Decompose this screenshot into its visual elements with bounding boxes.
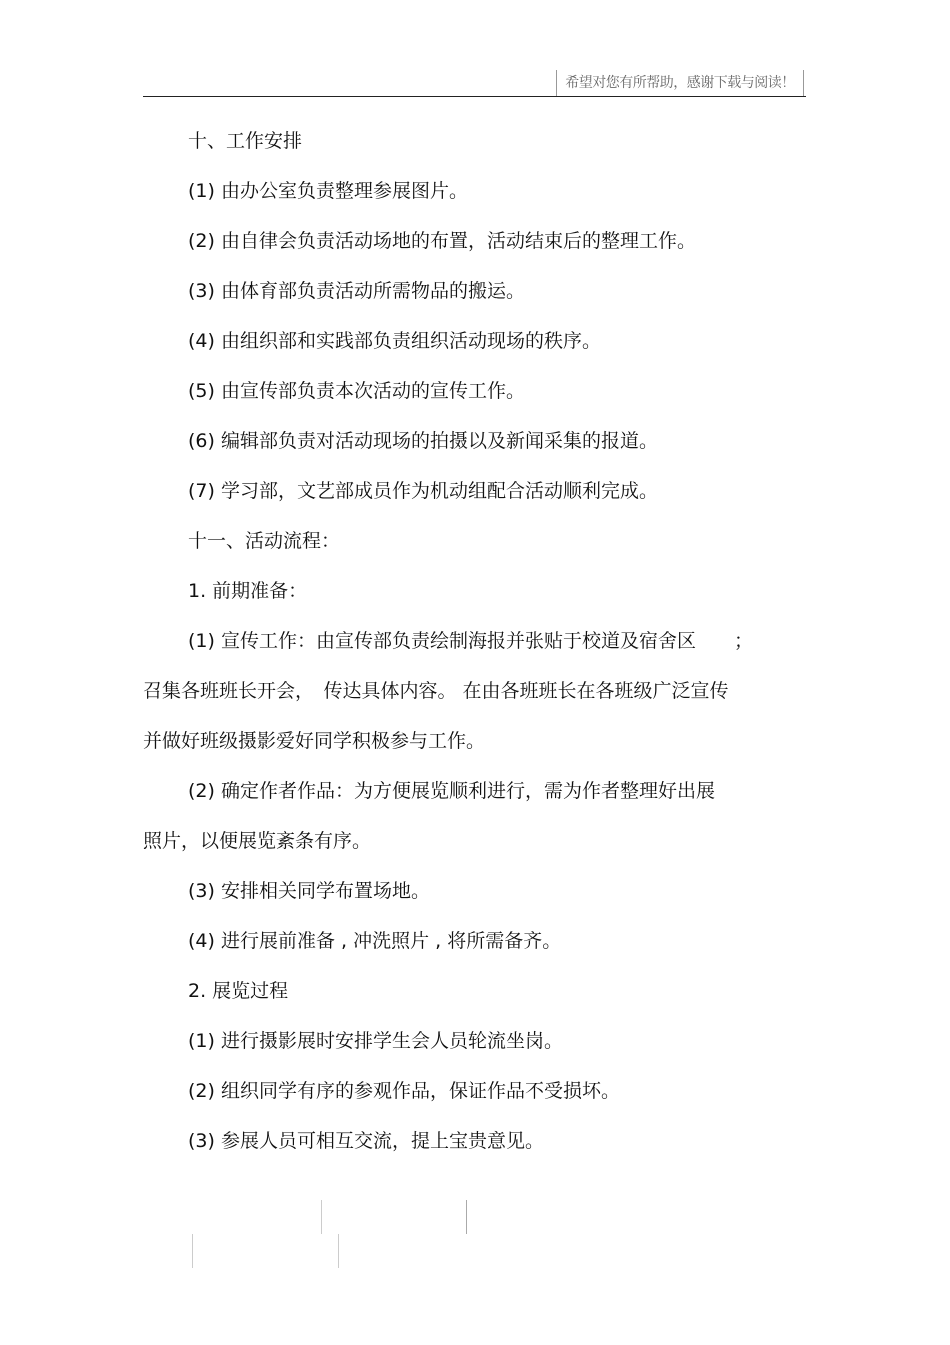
paragraph: (4) 进行展前准备 , 冲洗照片 , 将所需备齐。 bbox=[188, 930, 562, 952]
paragraph: (3) 安排相关同学布置场地。 bbox=[188, 880, 430, 902]
paragraph: (4) 由组织部和实践部负责组织活动现场的秩序。 bbox=[188, 330, 601, 352]
paragraph: (3) 由体育部负责活动所需物品的搬运。 bbox=[188, 280, 525, 302]
section-heading-activity-flow: 十一、活动流程： bbox=[188, 530, 341, 552]
table-border-fragment bbox=[466, 1200, 467, 1234]
header-rule bbox=[143, 96, 806, 97]
paragraph: (2) 确定作者作品：为方便展览顺利进行，需为作者整理好出展 bbox=[188, 780, 715, 802]
paragraph: (3) 参展人员可相互交流，提上宝贵意见。 bbox=[188, 1130, 544, 1152]
paragraph: (6) 编辑部负责对活动现场的拍摄以及新闻采集的报道。 bbox=[188, 430, 658, 452]
subheading-preparation: 1. 前期准备： bbox=[188, 580, 308, 602]
paragraph: (1) 由办公室负责整理参展图片。 bbox=[188, 180, 468, 202]
table-border-fragment bbox=[192, 1234, 193, 1268]
paragraph: (2) 组织同学有序的参观作品，保证作品不受损坏。 bbox=[188, 1080, 620, 1102]
paragraph: (7) 学习部，文艺部成员作为机动组配合活动顺利完成。 bbox=[188, 480, 658, 502]
table-border-fragment bbox=[321, 1200, 322, 1234]
paragraph-continuation: 照片，以便展览紊条有序。 bbox=[143, 830, 372, 852]
paragraph: (5) 由宣传部负责本次活动的宣传工作。 bbox=[188, 380, 525, 402]
table-border-fragment bbox=[338, 1234, 339, 1268]
paragraph-continuation: 并做好班级摄影爱好同学积极参与工作。 bbox=[143, 730, 486, 752]
subheading-exhibition-process: 2. 展览过程 bbox=[188, 980, 289, 1002]
section-heading-work-arrangement: 十、工作安排 bbox=[188, 130, 303, 152]
paragraph-continuation: 召集各班班长开会， 传达具体内容。 在由各班班长在各班级广泛宣传 bbox=[143, 680, 729, 702]
paragraph: (2) 由自律会负责活动场地的布置，活动结束后的整理工作。 bbox=[188, 230, 696, 252]
paragraph: (1) 进行摄影展时安排学生会人员轮流坐岗。 bbox=[188, 1030, 563, 1052]
header-note: 希望对您有所帮助，感谢下载与阅读！ bbox=[556, 70, 804, 96]
paragraph: (1) 宣传工作：由宣传部负责绘制海报并张贴于校道及宿舍区 ； bbox=[188, 630, 753, 652]
